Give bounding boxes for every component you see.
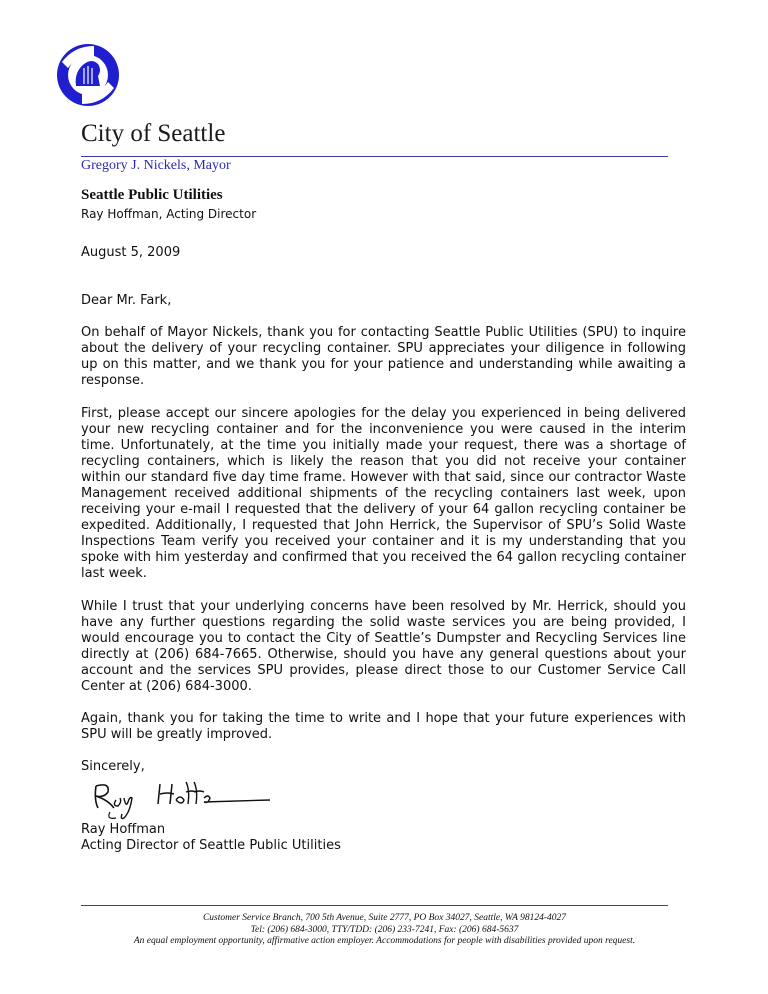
- paragraph-4: Again, thank you for taking the time to write and I hope that your future experiences with SPU will be greatly improved.: [81, 711, 686, 742]
- department-director: Ray Hoffman, Acting Director: [81, 207, 257, 221]
- signer-title: Acting Director of Seattle Public Utilities: [81, 838, 341, 853]
- footer-address: Customer Service Branch, 700 5th Avenue, Suite 2777, PO Box 34027, Seattle, WA 98124-4027: [202, 913, 567, 923]
- city-seal-logo-icon: [54, 42, 122, 108]
- footer-phone: Tel: (206) 684-3000, TTY/TDD: (206) 233-7241, Fax: (206) 684-5637: [250, 925, 519, 935]
- salutation: Dear Mr. Fark,: [81, 293, 172, 308]
- paragraph-3: While I trust that your underlying concerns have been resolved by Mr. Herrick, should you have any further questions regarding the solid waste services you are being provided, I would encourage you to contact the City of Seattle’s Dumpster and Recycling Services line directly at (206) 684-7665. Otherwise, should you have any general questions about your account and the services SPU provides, please direct those to our Customer Service Call Center at (206) 684-3000.: [81, 599, 686, 694]
- handwritten-signature: [90, 778, 280, 822]
- mayor-name: Gregory J. Nickels, Mayor: [81, 158, 231, 173]
- footer-divider: [81, 905, 668, 906]
- paragraph-2: First, please accept our sincere apologies for the delay you experienced in being delivered your new recycling container and for the inconvenience you were caused in the interim time. Unfortunately, at the time you initially made your request, there was a shortage of recycling containers, which is likely the reason that you did not receive your container within our standard five day time frame. However with that said, since our contractor Waste Management received additional shipments of the recycling containers last week, upon receiving your e-mail I requested that the delivery of your 64 gallon recycling container be expedited. Additionally, I requested that John Herrick, the Supervisor of SPU’s Solid Waste Inspections Team verify you received your container and it is my understanding that you spoke with him yesterday and confirmed that you received the 64 gallon recycling container last week.: [81, 406, 686, 581]
- letter-date: August 5, 2009: [81, 245, 181, 260]
- signer-name: Ray Hoffman: [81, 822, 166, 837]
- paragraph-1: On behalf of Mayor Nickels, thank you for contacting Seattle Public Utilities (SPU) to inquire about the delivery of your recycling container. SPU appreciates your diligence in following up on this matter, and we thank you for your patience and understanding while awaiting a response.: [81, 325, 686, 388]
- city-name: City of Seattle: [81, 120, 226, 147]
- department-name: Seattle Public Utilities: [81, 187, 223, 203]
- header-divider: [81, 156, 668, 157]
- closing: Sincerely,: [81, 759, 145, 774]
- footer-eeo-statement: An equal employment opportunity, affirmative action employer. Accommodations for people with disabilities provided upon request.: [133, 936, 636, 946]
